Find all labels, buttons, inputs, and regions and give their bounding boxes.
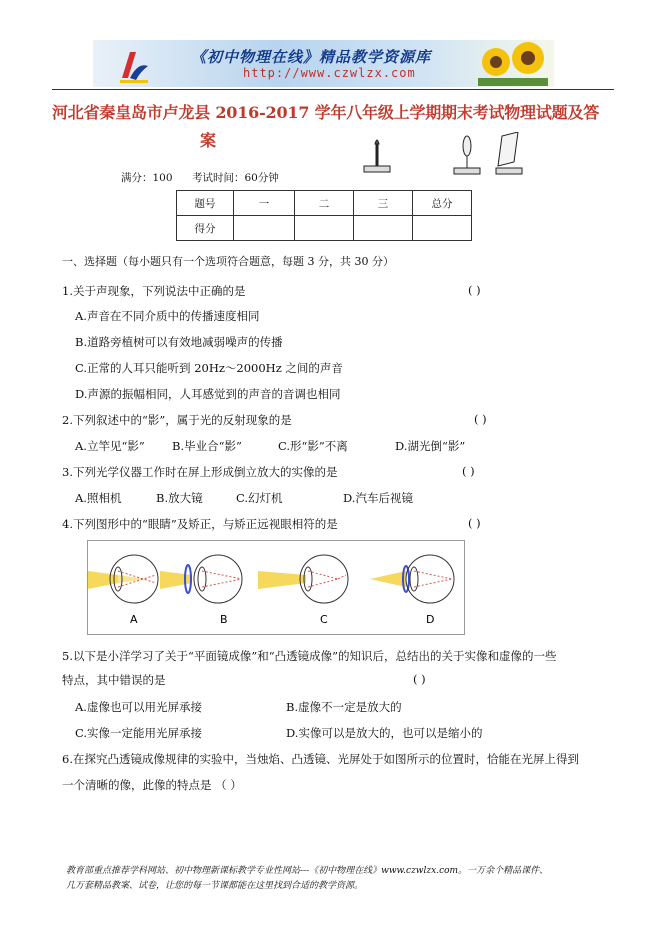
table-cell-empty[interactable] [413, 216, 472, 241]
table-cell: 三 [354, 191, 413, 216]
option-text: D.实像可以是放大的，也可以是缩小的 [286, 726, 483, 740]
table-cell: 题号 [177, 191, 234, 216]
table-cell: 总分 [413, 191, 472, 216]
optics-bench-figure [358, 132, 530, 180]
option-text: A.立竿见“影” [75, 439, 145, 453]
header-rule [52, 89, 614, 90]
eye-diagram-b [160, 555, 242, 603]
option-text: C.形“影”不离 [278, 439, 348, 453]
answer-paren[interactable]: ( ) [462, 464, 475, 478]
answer-paren[interactable]: ( ) [468, 283, 481, 297]
score-table-score-row [177, 216, 472, 241]
eye-diagrams [88, 541, 464, 634]
table-cell-empty[interactable] [234, 216, 295, 241]
eye-correction-figure [87, 540, 465, 635]
sunflower-icon [478, 42, 548, 86]
option-text: A.虚像也可以用光屏承接 [75, 700, 202, 714]
option-text: D.湖光倒“影” [395, 439, 466, 453]
figure-label-d: D [426, 613, 435, 626]
page-footer [66, 864, 626, 894]
option-text: B.虚像不一定是放大的 [286, 700, 402, 714]
full-score-label: 满分：100 [121, 172, 173, 184]
option-text: D.声源的振幅相同，人耳感觉到的声音的音调也相同 [75, 387, 341, 401]
answer-paren[interactable]: ( ) [474, 412, 487, 426]
question-6-stem: 6.在探究凸透镜成像规律的实验中，当烛焰、凸透镜、光屏处于如图所示的位置时，恰能在光屏上得到 [62, 752, 579, 766]
document-title-continuation: 案 [200, 131, 217, 150]
table-cell: 得分 [177, 216, 234, 241]
answer-paren[interactable]: ( ) [468, 516, 481, 530]
eye-diagram-a [88, 555, 158, 603]
section-heading: 一、选择题（每小题只有一个选项符合题意，每题 3 分，共 30 分） [62, 255, 394, 268]
site-logo-icon [118, 48, 150, 84]
question-5-stem: 5.以下是小洋学习了关于“平面镜成像”和“凸透镜成像”的知识后，总结出的关于实像和虚像的一些 [62, 649, 557, 663]
eye-diagram-c [258, 555, 348, 603]
eye-diagram-d [370, 555, 454, 603]
header-banner [93, 40, 554, 87]
question-3-stem: 3.下列光学仪器工作时在屏上形成倒立放大的实像的是 [62, 465, 338, 479]
document-title: 河北省秦皇岛市卢龙县 2016-2017 学年八年级上学期期末考试物理试题及答 [52, 103, 600, 122]
table-cell: 一 [234, 191, 295, 216]
table-cell-empty[interactable] [354, 216, 413, 241]
option-text: B.毕业合“影” [172, 439, 242, 453]
table-cell: 二 [295, 191, 354, 216]
footer-line: 几万套精品教案、试卷，让您的每一节课都能在这里找到合适的教学资源。 [66, 881, 364, 891]
option-text: B.道路旁植树可以有效地减弱噪声的传播 [75, 335, 283, 349]
score-table-header-row [177, 191, 472, 216]
option-text: C.实像一定能用光屏承接 [75, 726, 203, 740]
question-2-stem: 2.下列叙述中的“影”，属于光的反射现象的是 [62, 413, 292, 427]
option-text: A.声音在不同介质中的传播速度相同 [75, 309, 260, 323]
figure-label-a: A [130, 613, 138, 626]
option-text: C.幻灯机 [236, 491, 283, 505]
exam-time-label: 考试时间：60分钟 [192, 172, 279, 184]
footer-line: 教育部重点推荐学科网站、初中物理新课标教学专业性网站---《初中物理在线》www.czwlzx.com。一万余个精品课件、 [66, 866, 549, 876]
score-table [176, 190, 472, 241]
option-text: D.汽车后视镜 [343, 491, 413, 505]
table-cell-empty[interactable] [295, 216, 354, 241]
option-text: B.放大镜 [156, 491, 203, 505]
option-text: C.正常的人耳只能听到 20Hz～2000Hz 之间的声音 [75, 361, 343, 375]
figure-label-b: B [220, 613, 228, 626]
option-text: A.照相机 [75, 491, 122, 505]
banner-title: 《初中物理在线》精品教学资源库 [191, 48, 432, 66]
question-1-stem: 1.关于声现象，下列说法中正确的是 [62, 284, 246, 298]
answer-paren[interactable]: ( ) [413, 672, 426, 686]
question-4-stem: 4.下列图形中的“眼睛”及矫正，与矫正远视眼相符的是 [62, 517, 338, 531]
question-6-stem-cont: 一个清晰的像，此像的特点是 （ ） [62, 778, 242, 792]
question-5-stem-cont: 特点，其中错误的是 [62, 673, 166, 687]
figure-label-c: C [320, 613, 328, 626]
banner-url[interactable]: http://www.czwlzx.com [243, 66, 416, 80]
